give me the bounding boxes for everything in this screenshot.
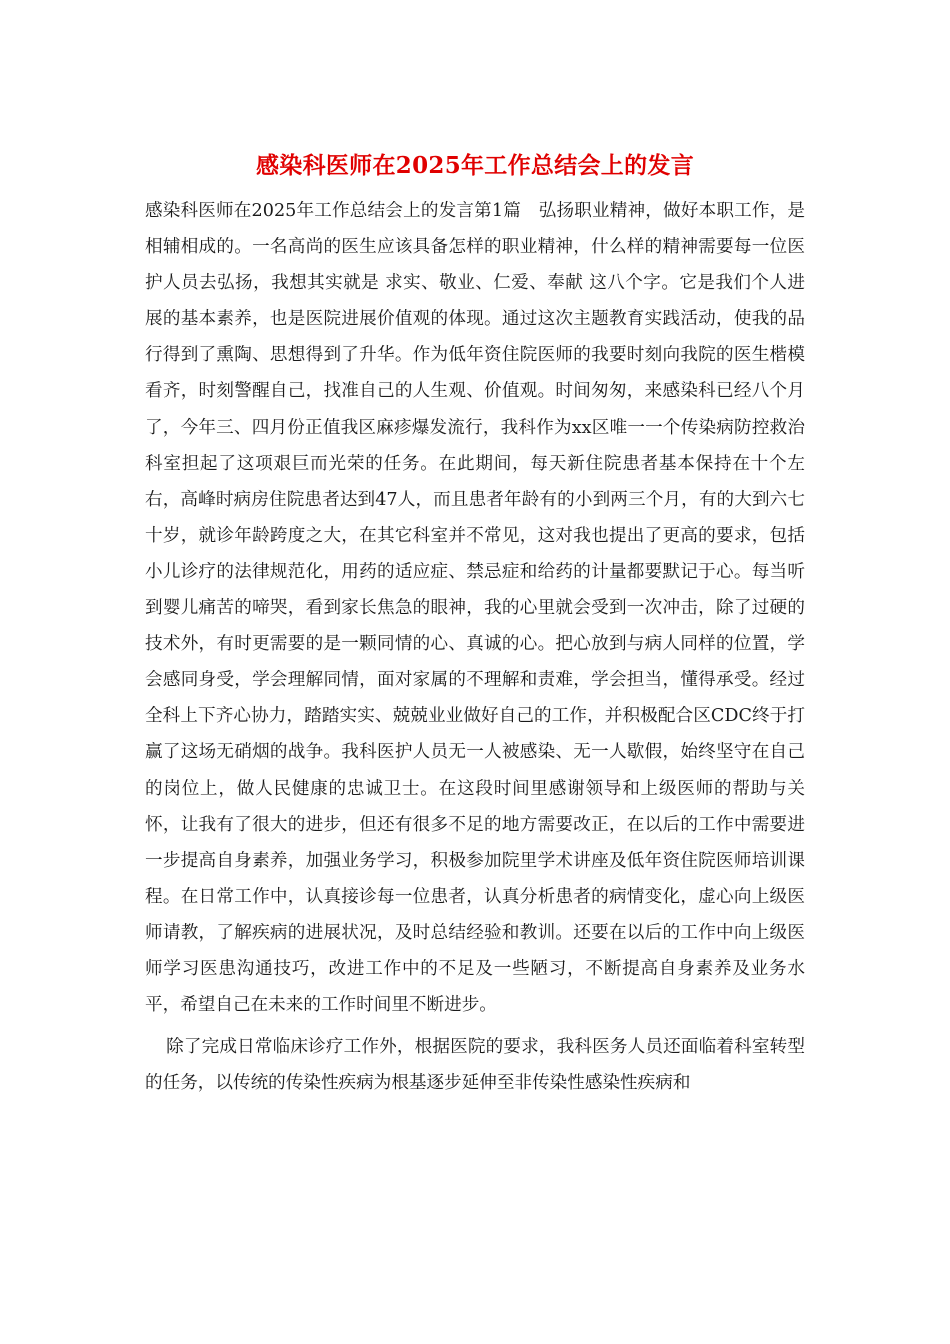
document-body (145, 193, 805, 1101)
paragraph-1: 感染科医师在2025年工作总结会上的发言第1篇 弘扬职业精神，做好本职工作，是相辅相成的。一名高尚的医生应该具备怎样的职业精神，什么样的精神需要每一位医护人员去弘扬，我想其实就是 求实、敬业、仁爱、奉献 这八个字。它是我们个人进展的基本素养，也是医院进展价值观的体现。通过这次主题教育实践活动，使我的品行得到了熏陶、思想得到了升华。作为低年资住院医师的我要时刻向我院的医生楷模看齐，时刻警醒自己，找准自己的人生观、价值观。时间匆匆，来感染科已经八个月了，今年三、四月份正值我区麻疹爆发流行，我科作为xx区唯一一个传染病防控救治科室担起了这项艰巨而光荣的任务。在此期间，每天新住院患者基本保持在十个左右，高峰时病房住院患者达到47人，而且患者年龄有的小到两三个月，有的大到六七十岁，就诊年龄跨度之大，在其它科室并不常见，这对我也提出了更高的要求，包括小儿诊疗的法律规范化，用药的适应症、禁忌症和给药的计量都要默记于心。每当听到婴儿痛苦的啼哭，看到家长焦急的眼神，我的心里就会受到一次冲击，除了过硬的技术外，有时更需要的是一颗同情的心、真诚的心。把心放到与病人同样的位置，学会感同身受，学会理解同情，面对家属的不理解和责难，学会担当，懂得承受。经过全科上下齐心协力，踏踏实实、兢兢业业做好自己的工作，并积极配合区CDC终于打赢了这场无硝烟的战争。我科医护人员无一人被感染、无一人歇假，始终坚守在自己的岗位上，做人民健康的忠诚卫士。在这段时间里感谢领导和上级医师的帮助与关怀，让我有了很大的进步，但还有很多不足的地方需要改正，在以后的工作中需要进一步提高自身素养，加强业务学习，积极参加院里学术讲座及低年资住院医师培训课程。在日常工作中，认真接诊每一位患者，认真分析患者的病情变化，虚心向上级医师请教，了解疾病的进展状况，及时总结经验和教训。还要在以后的工作中向上级医师学习医患沟通技巧，改进工作中的不足及一些陋习，不断提高自身素养及业务水平，希望自己在未来的工作时间里不断进步。 (145, 201, 805, 1016)
document-title: 感染科医师在2025年工作总结会上的发言 (255, 152, 694, 179)
paragraph-2: 除了完成日常临床诊疗工作外，根据医院的要求，我科医务人员还面临着科室转型的任务，以传统的传染性疾病为根基逐步延伸至非传染性感染性疾病和 (145, 1037, 805, 1094)
